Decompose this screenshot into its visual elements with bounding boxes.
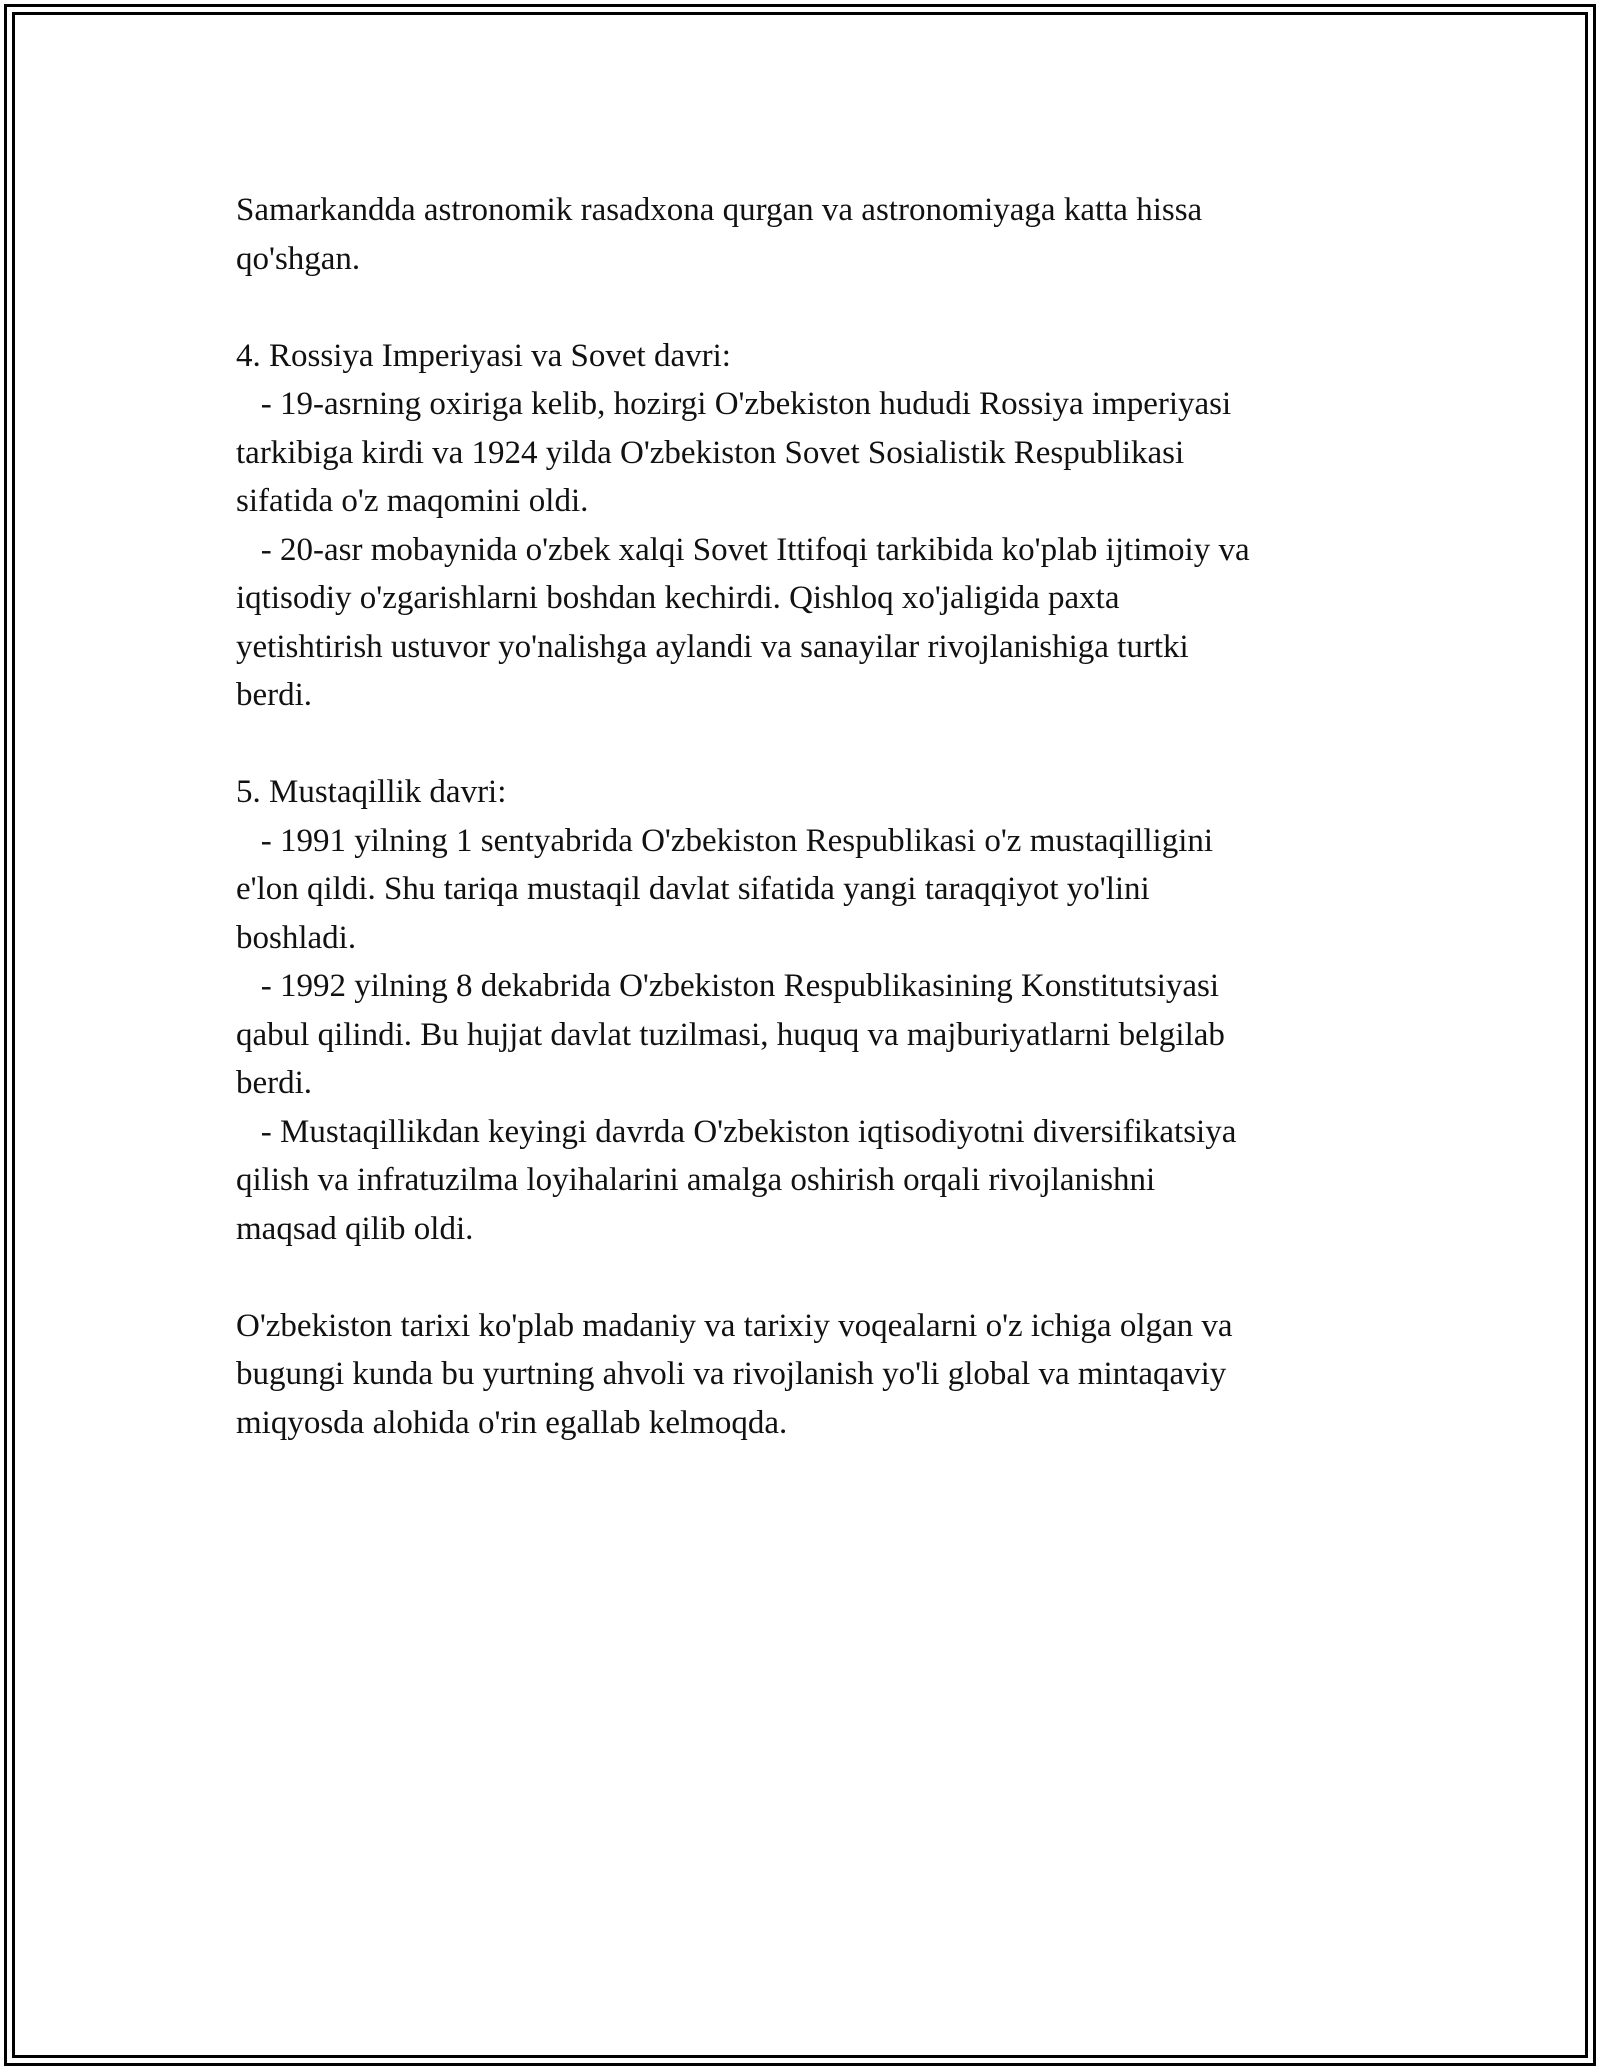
text-line: O'zbekiston tarixi ko'plab madaniy va tarixiy voqealarni o'z ichiga olgan va [236,1307,1233,1344]
text-line: boshladi. [236,919,357,956]
text-line: tarkibiga kirdi va 1924 yilda O'zbekiston Sovet Sosialistik Respublikasi [236,434,1185,471]
text-line: berdi. [236,1065,313,1101]
document-body [236,186,1396,1447]
text-line: - 20-asr mobaynida o'zbek xalqi Sovet Ittifoqi tarkibida ko'plab ijtimoiy va [236,531,1250,568]
text-line: bugungi kunda bu yurtning ahvoli va rivojlanish yo'li global va mintaqaviy [236,1356,1227,1392]
text-line: qilish va infratuzilma loyihalarini amalga oshirish orqali rivojlanishni [236,1162,1156,1198]
text-line: iqtisodiy o'zgarishlarni boshdan kechirdi. Qishloq xo'jaligida paxta [236,580,1120,616]
text-line: maqsad qilib oldi. [236,1210,474,1247]
text-line: e'lon qildi. Shu tariqa mustaqil davlat sifatida yangi taraqqiyot yo'lini [236,871,1150,907]
text-line: Samarkandda astronomik rasadxona qurgan va astronomiyaga katta hissa [236,192,1203,228]
text-line: qabul qilindi. Bu hujjat davlat tuzilmasi, huquq va majburiyatlarni belgilab [236,1016,1225,1053]
text-line: miqyosda alohida o'rin egallab kelmoqda. [236,1404,788,1441]
text-line: - 1992 yilning 8 dekabrida O'zbekiston Respublikasining Konstitutsiyasi [236,968,1220,1004]
text-line: sifatida o'z maqomini oldi. [236,483,589,519]
blank-line [236,283,1396,332]
text-line: qo'shgan. [236,240,361,277]
text-line: - 19-asrning oxiriga kelib, hozirgi O'zbekiston hududi Rossiya imperiyasi [236,386,1232,422]
text-line: 4. Rossiya Imperiyasi va Sovet davri: [236,337,731,374]
text-line: 5. Mustaqillik davri: [236,774,507,810]
blank-line [236,720,1396,769]
text-line: yetishtirish ustuvor yo'nalishga aylandi va sanayilar rivojlanishiga turtki [236,628,1189,665]
text-line: - Mustaqillikdan keyingi davrda O'zbekiston iqtisodiyotni diversifikatsiya [236,1113,1237,1150]
text-line: berdi. [236,677,313,713]
blank-line [236,1253,1396,1302]
text-line: - 1991 yilning 1 sentyabrida O'zbekiston Respublikasi o'z mustaqilligini [236,822,1214,859]
